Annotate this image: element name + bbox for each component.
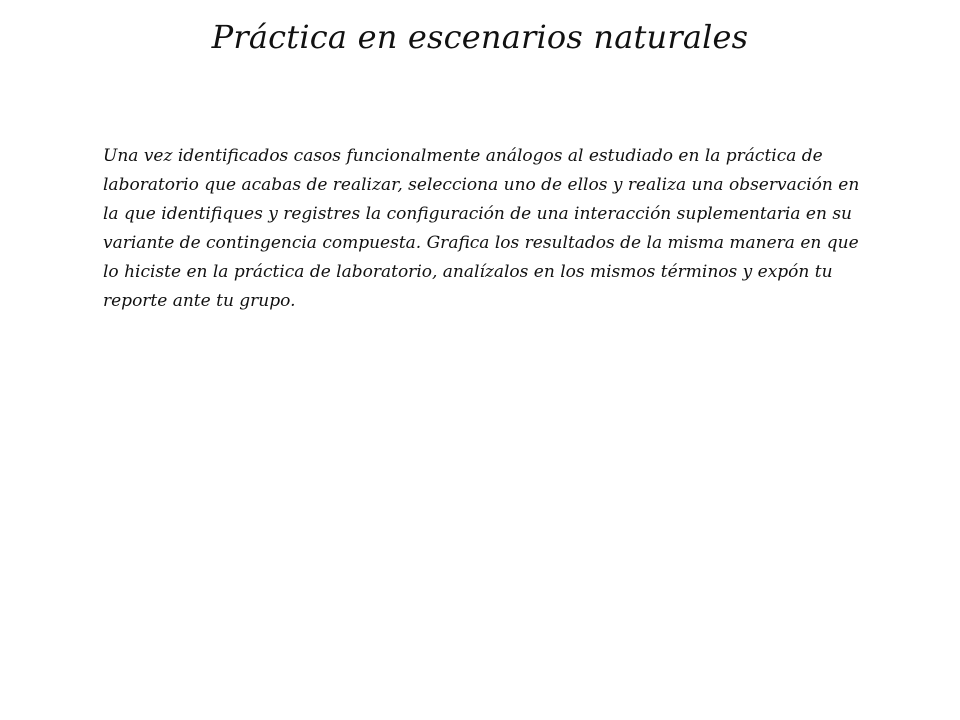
paragraph-line: Una vez identificados casos funcionalmente análogos al estudiado en la práctica de [103, 146, 823, 166]
paragraph-line: laboratorio que acabas de realizar, selecciona uno de ellos y realiza una observación en [103, 175, 860, 195]
paragraph-line: lo hiciste en la práctica de laboratorio, analízalos en los mismos términos y expón tu [103, 262, 833, 282]
slide-title: Práctica en escenarios naturales [211, 18, 749, 56]
paragraph-line: la que identifiques y registres la configuración de una interacción suplementaria en su [103, 204, 852, 224]
paragraph-line: variante de contingencia compuesta. Grafica los resultados de la misma manera en que [103, 233, 859, 253]
slide-body-paragraph [103, 142, 860, 316]
paragraph-line: reporte ante tu grupo. [103, 291, 296, 311]
